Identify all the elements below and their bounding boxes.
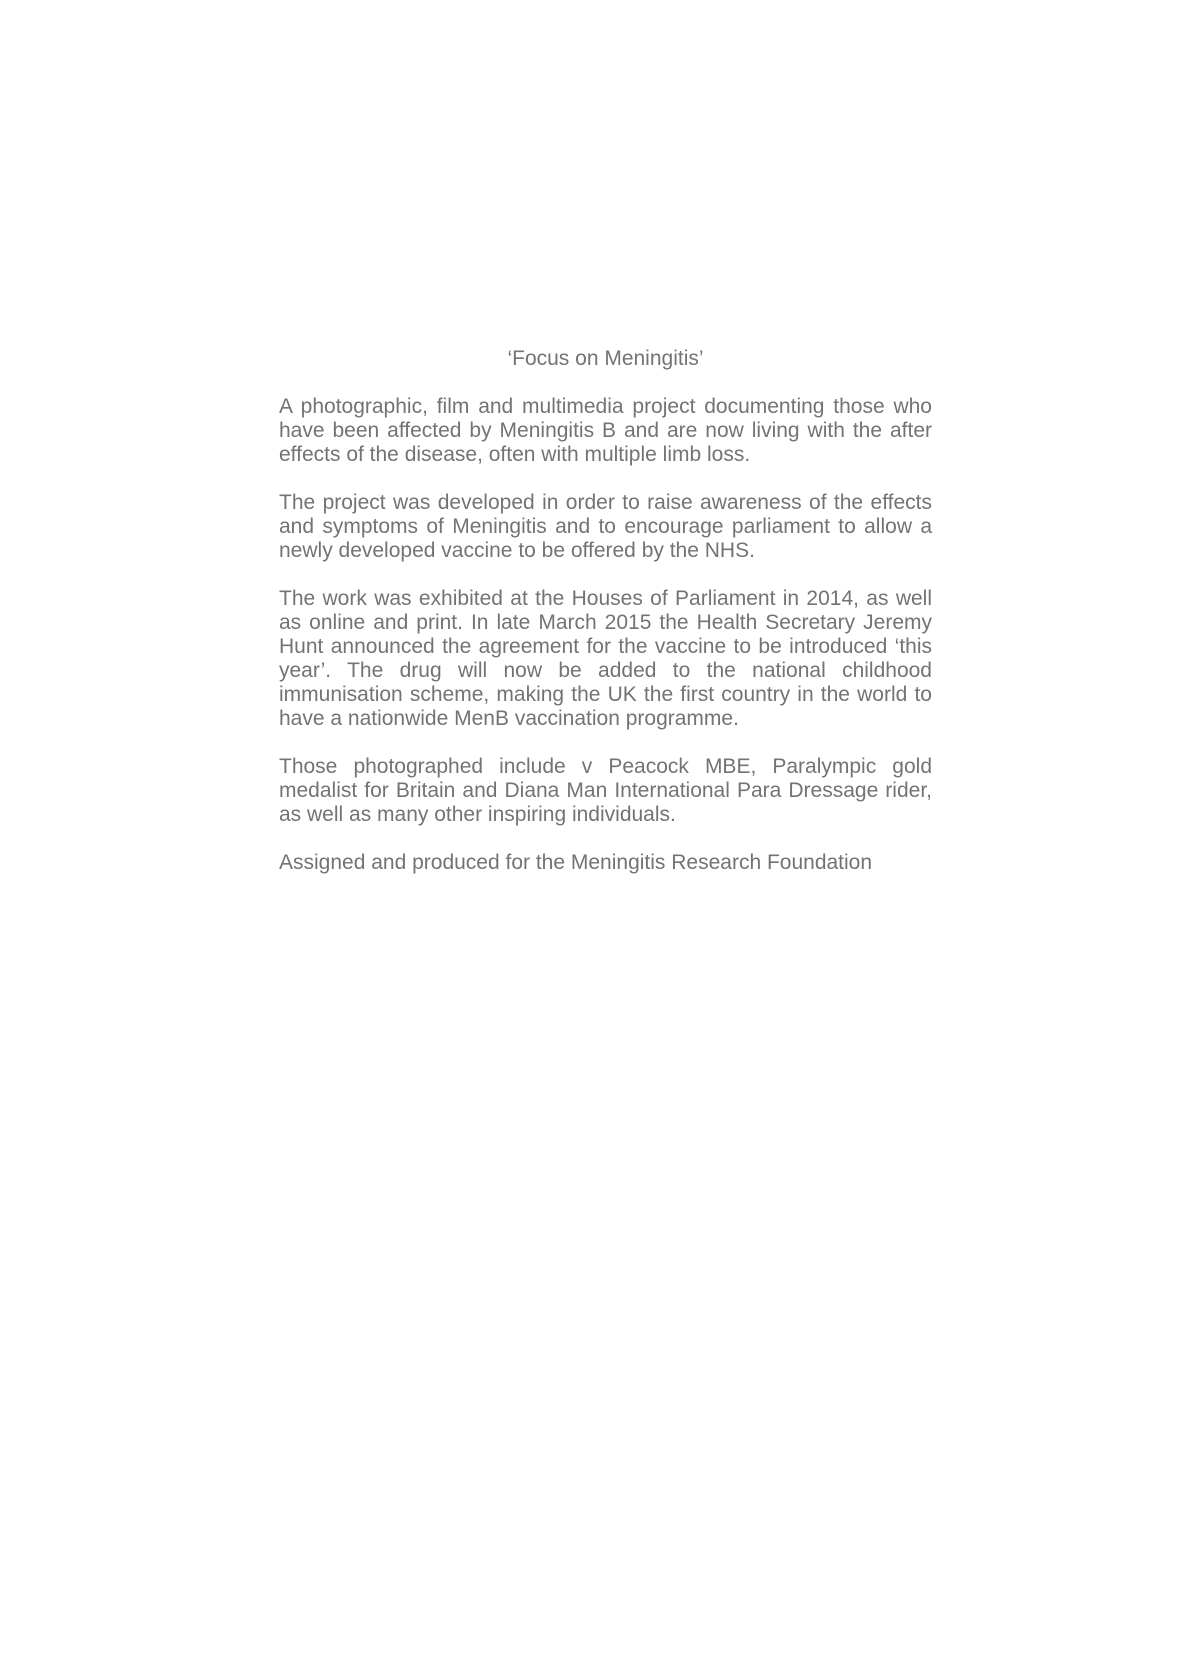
paragraph-credit: Assigned and produced for the Meningitis Research Foundation: [279, 851, 873, 874]
paragraph-subjects: Those photographed include v Peacock MBE, Paralympic gold medalist for Britain and Diana Man International Para Dressage rider, as well as many other inspiring individuals.: [279, 755, 932, 826]
document-body: [279, 347, 932, 875]
paragraph-project-purpose: The project was developed in order to raise awareness of the effects and symptoms of Meningitis and to encourage parliament to allow a newly developed vaccine to be offered by the NHS.: [279, 491, 932, 562]
paragraph-project-description: A photographic, film and multimedia project documenting those who have been affected by Meningitis B and are now living with the after effects of the disease, often with multiple limb loss.: [279, 395, 932, 466]
paragraph-exhibition-outcome: The work was exhibited at the Houses of Parliament in 2014, as well as online and print. In late March 2015 the Health Secretary Jeremy Hunt announced the agreement for the vaccine to be introduced ‘this year’. The drug will now be added to the national childhood immunisation scheme, making the UK the first country in the world to have a nationwide MenB vaccination programme.: [279, 587, 932, 730]
document-title: ‘Focus on Meningitis’: [507, 347, 704, 370]
